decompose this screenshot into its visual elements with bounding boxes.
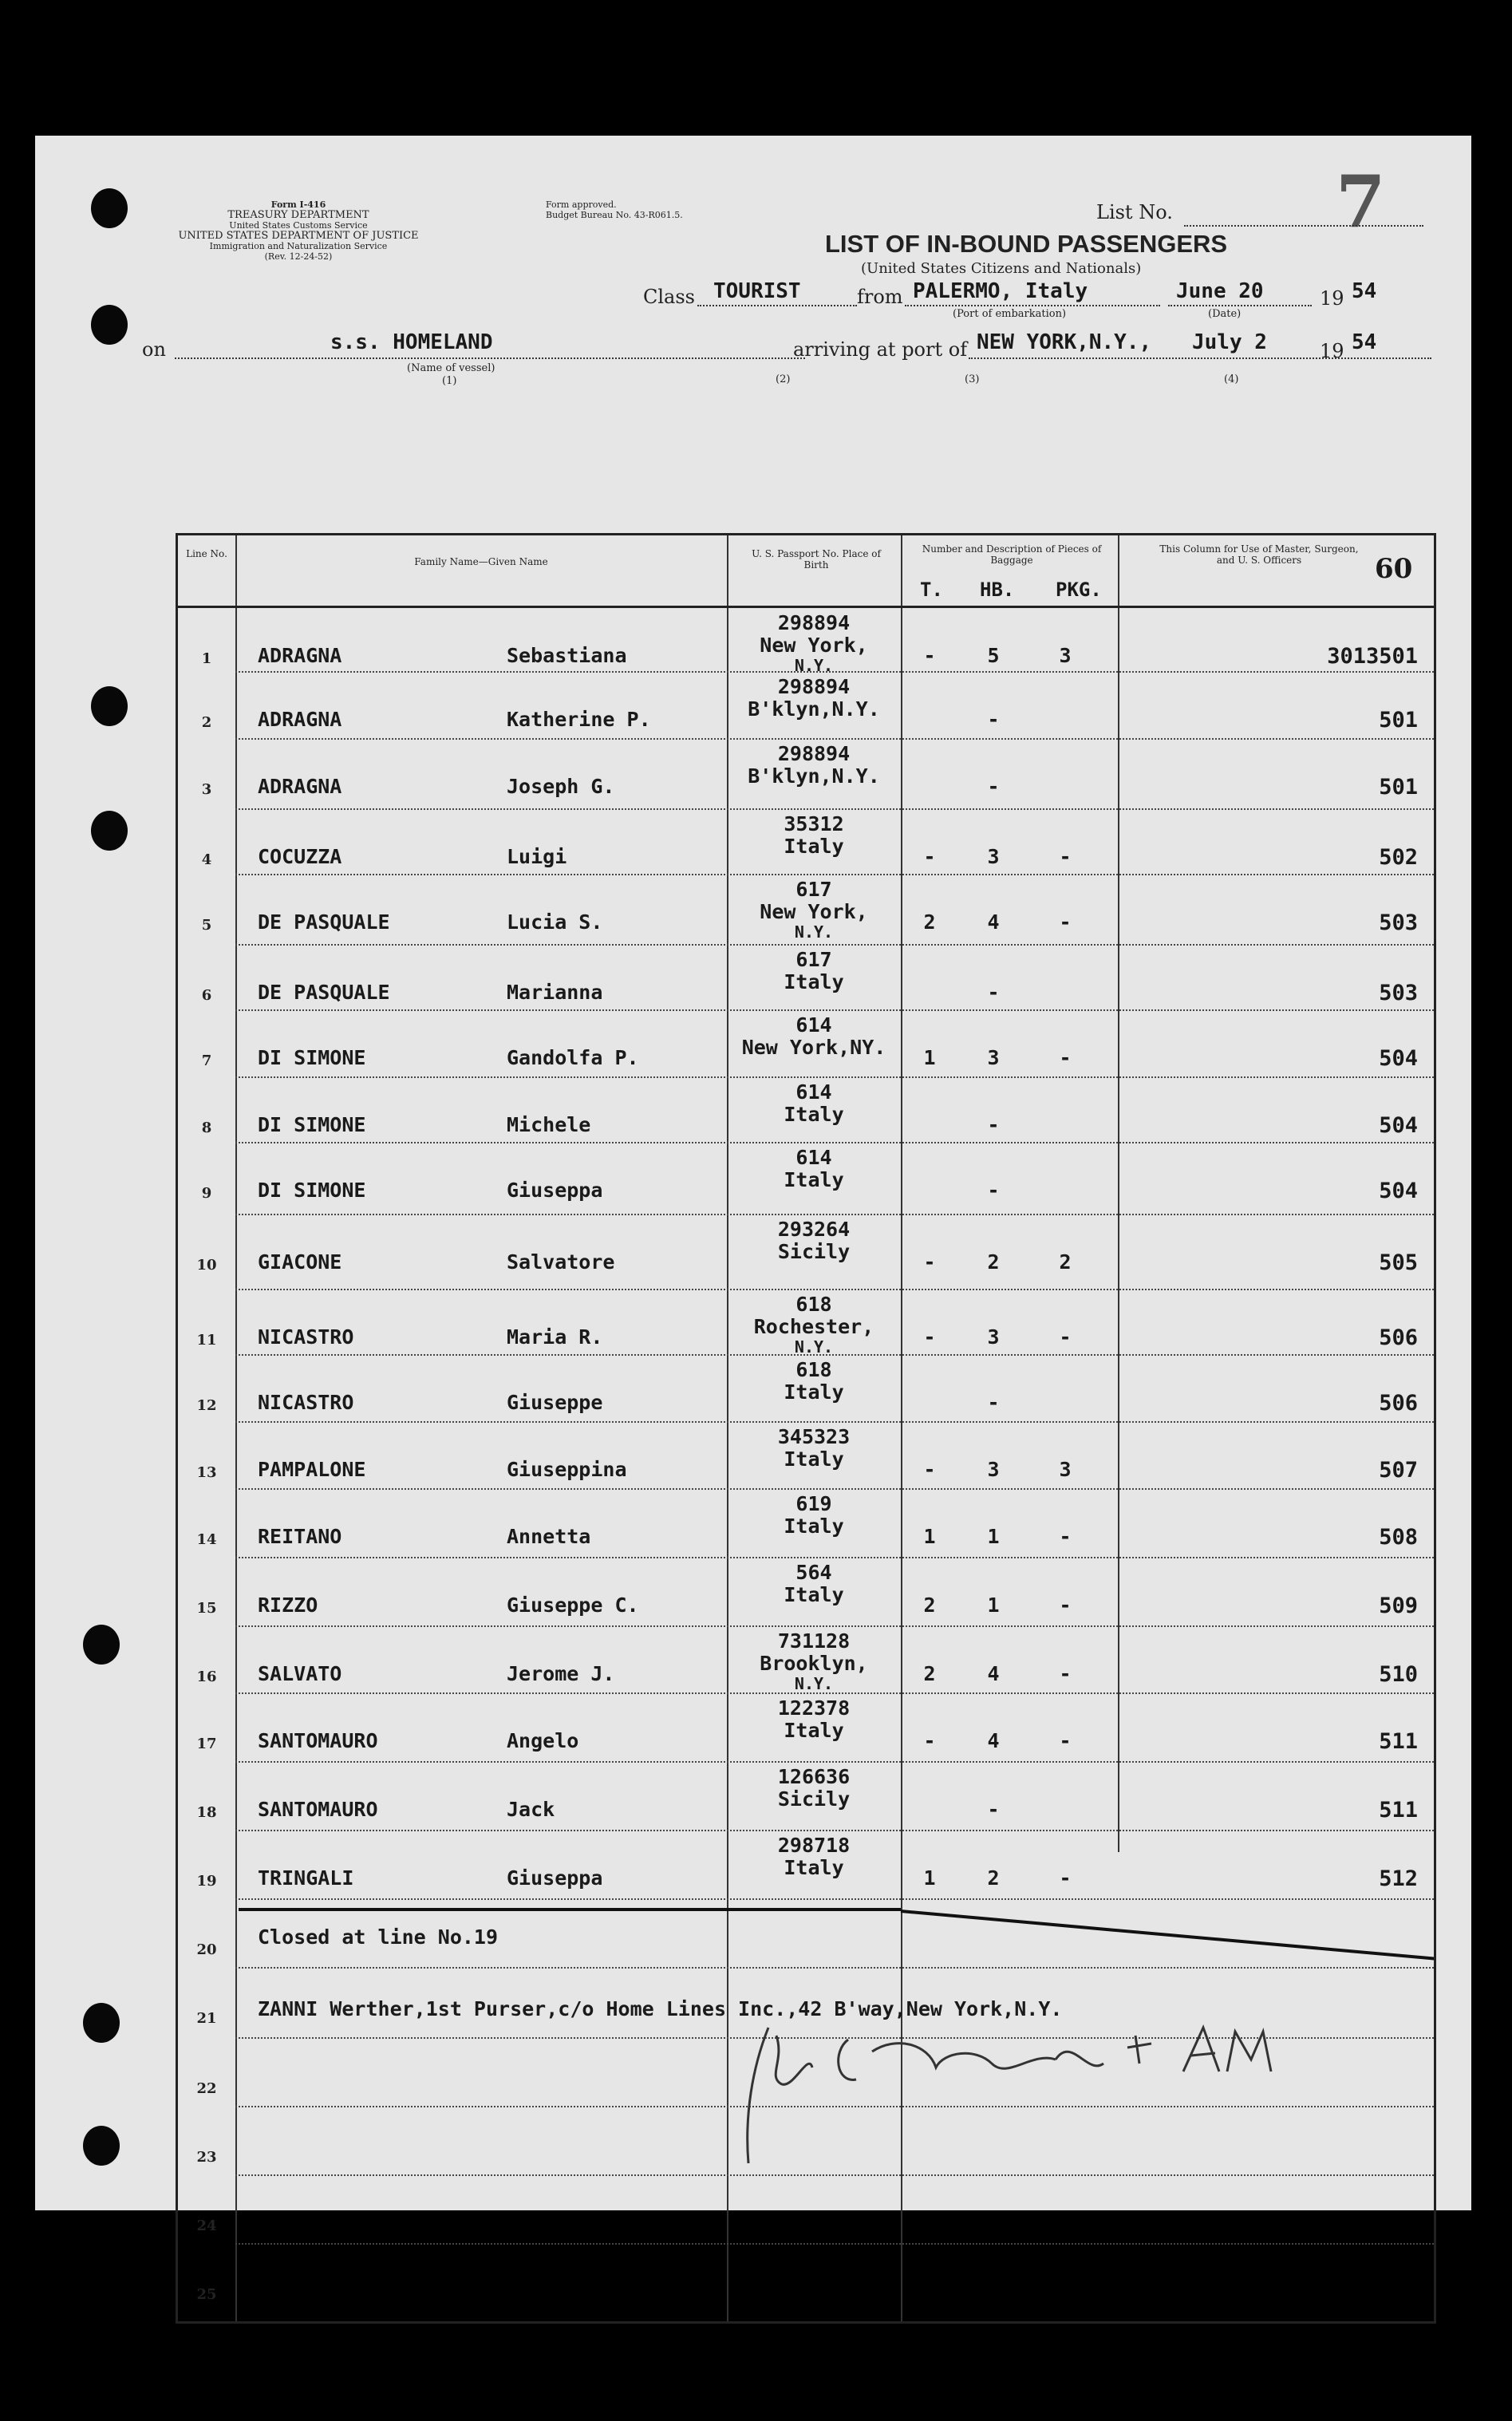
port-of-embarkation: PALERMO, Italy	[913, 279, 1088, 303]
vessel-name: s.s. HOMELAND	[330, 330, 493, 354]
place-of-birth: Rochester,	[753, 1315, 874, 1338]
form-revision: (Rev. 12-24-52)	[264, 251, 333, 262]
place-of-birth: Italy	[784, 835, 844, 858]
line-number: 5	[201, 917, 212, 934]
place-of-birth: New York,	[760, 634, 868, 657]
baggage-handbags: 4	[987, 1729, 1000, 1752]
embark-date-caption: (Date)	[1208, 308, 1242, 320]
officer-number: 503	[1379, 910, 1418, 935]
family-name: PAMPALONE	[258, 1458, 366, 1481]
arrival-year-prefix: 19	[1320, 340, 1344, 362]
baggage-handbags: 3	[987, 845, 1000, 868]
line-number: 18	[196, 1804, 217, 1821]
baggage-packages: -	[1059, 1866, 1072, 1890]
line-number: 6	[201, 987, 212, 1004]
handwritten-signature	[736, 2004, 1295, 2179]
line-number: 4	[201, 851, 212, 868]
form-number: Form I-416	[270, 199, 326, 210]
baggage-handbags: -	[987, 708, 1000, 731]
line-number: 22	[196, 2080, 217, 2097]
passport-number: 617	[795, 878, 832, 901]
passport-number: 298894	[777, 742, 851, 765]
baggage-handbags: -	[987, 1798, 1000, 1821]
officer-number: 509	[1379, 1594, 1418, 1618]
embark-year-prefix: 19	[1320, 287, 1344, 310]
place-of-birth: Italy	[784, 1719, 844, 1742]
baggage-packages: 2	[1059, 1250, 1072, 1274]
caption-4: (4)	[1224, 373, 1239, 385]
line-number: 24	[196, 2218, 217, 2234]
line-number: 1	[201, 650, 212, 667]
place-of-birth-cont: N.Y.	[794, 1674, 834, 1693]
top-right-count: 60	[1375, 553, 1413, 585]
binder-hole	[91, 188, 128, 228]
baggage-packages: -	[1059, 910, 1072, 934]
baggage-handbags: -	[987, 1391, 1000, 1414]
officer-number: 506	[1379, 1391, 1418, 1416]
place-of-birth-cont: N.Y.	[794, 1337, 834, 1357]
line-number: 13	[196, 1464, 217, 1481]
place-of-birth: Italy	[784, 1856, 844, 1879]
caption-1: (1)	[442, 375, 457, 387]
family-name: RIZZO	[258, 1594, 318, 1617]
baggage-packages: 3	[1059, 644, 1072, 667]
given-name: Giuseppa	[507, 1866, 603, 1890]
officer-number: 507	[1379, 1458, 1418, 1483]
budget-bureau: Budget Bureau No. 43-R061.5.	[546, 210, 683, 220]
baggage-trunks: 2	[923, 910, 936, 934]
officer-number: 508	[1379, 1525, 1418, 1550]
baggage-handbags: 1	[987, 1594, 1000, 1617]
passport-number: 731128	[777, 1629, 851, 1653]
place-of-birth: B'klyn,N.Y.	[748, 697, 880, 721]
baggage-trunks: 2	[923, 1594, 936, 1617]
passport-number: 619	[795, 1492, 832, 1515]
budget-block	[546, 199, 729, 220]
family-name: REITANO	[258, 1525, 342, 1548]
officer-number: 501	[1379, 775, 1418, 800]
family-name: TRINGALI	[258, 1866, 354, 1890]
list-no-underline	[1184, 225, 1423, 227]
form-agency-block	[139, 199, 458, 262]
line-number: 3	[201, 781, 212, 798]
baggage-trunks: -	[923, 1250, 936, 1274]
col-header-name: Family Name—Given Name	[414, 556, 548, 567]
passport-number: 298718	[777, 1834, 851, 1857]
given-name: Annetta	[507, 1525, 591, 1548]
baggage-packages: -	[1059, 1046, 1072, 1069]
baggage-trunks: -	[923, 1729, 936, 1752]
line-number: 2	[201, 714, 212, 731]
place-of-birth: Italy	[784, 1515, 844, 1538]
line-number: 14	[196, 1531, 217, 1548]
place-of-birth-cont: N.Y.	[794, 656, 834, 675]
family-name: SALVATO	[258, 1662, 342, 1685]
baggage-handbags: 3	[987, 1325, 1000, 1349]
place-of-birth: New York,	[760, 900, 868, 923]
officer-number: 503	[1379, 981, 1418, 1005]
passport-number: 614	[795, 1146, 832, 1169]
baggage-handbags: 4	[987, 1662, 1000, 1685]
baggage-trunks: -	[923, 1458, 936, 1481]
officer-number: 502	[1379, 845, 1418, 870]
place-of-birth: Brooklyn,	[760, 1652, 868, 1675]
family-name: NICASTRO	[258, 1325, 354, 1349]
line-number: 23	[196, 2149, 217, 2166]
officer-number: 504	[1379, 1046, 1418, 1071]
embark-date-underline	[1168, 305, 1312, 306]
binder-hole	[91, 811, 128, 851]
family-name: DE PASQUALE	[258, 981, 390, 1004]
officer-number: 510	[1379, 1662, 1418, 1687]
list-no-label: List No.	[1096, 201, 1173, 223]
family-name: DI SIMONE	[258, 1113, 366, 1136]
baggage-trunks: 1	[923, 1046, 936, 1069]
place-of-birth: Italy	[784, 1583, 844, 1606]
baggage-handbags: -	[987, 981, 1000, 1004]
family-name: DI SIMONE	[258, 1179, 366, 1202]
place-of-birth: Sicily	[777, 1787, 851, 1811]
line-number: 7	[201, 1053, 212, 1069]
place-of-birth: Italy	[784, 1103, 844, 1126]
binder-hole	[83, 2126, 120, 2166]
given-name: Jack	[507, 1798, 555, 1821]
officer-number: 504	[1379, 1113, 1418, 1138]
officer-number: 504	[1379, 1179, 1418, 1203]
place-of-birth: Italy	[784, 970, 844, 993]
embark-date: June 20	[1176, 279, 1264, 303]
passport-number: 298894	[777, 675, 851, 698]
given-name: Giuseppina	[507, 1458, 627, 1481]
dept-treasury: TREASURY DEPARTMENT	[227, 209, 369, 221]
class-underline	[697, 305, 857, 306]
line-number: 11	[196, 1332, 217, 1349]
vessel-underline	[175, 357, 805, 359]
place-of-birth: B'klyn,N.Y.	[748, 764, 880, 788]
dept-justice: UNITED STATES DEPARTMENT OF JUSTICE	[178, 230, 419, 242]
family-name: SANTOMAURO	[258, 1729, 378, 1752]
place-of-birth: New York,NY.	[741, 1036, 886, 1059]
family-name: ADRAGNA	[258, 775, 342, 798]
baggage-handbags: 3	[987, 1046, 1000, 1069]
passport-number: 293264	[777, 1218, 851, 1241]
arriving-label: arriving at port of	[793, 338, 968, 361]
family-name: NICASTRO	[258, 1391, 354, 1414]
given-name: Giuseppa	[507, 1179, 603, 1202]
col-header-line-no: Line No.	[186, 548, 227, 559]
port-of-arrival: NEW YORK,N.Y.,	[977, 330, 1152, 354]
passport-number: 614	[795, 1013, 832, 1037]
passport-number: 298894	[777, 611, 851, 634]
given-name: Angelo	[507, 1729, 579, 1752]
purser-line: ZANNI Werther,1st Purser,c/o Home Lines Inc.,42 B'way,New York,N.Y.	[258, 1997, 1063, 2020]
baggage-handbags: -	[987, 1113, 1000, 1136]
form-approved: Form approved.	[546, 199, 617, 210]
baggage-packages: -	[1059, 1525, 1072, 1548]
passport-number: 345323	[777, 1425, 851, 1448]
family-name: ADRAGNA	[258, 708, 342, 731]
caption-2: (2)	[776, 373, 791, 385]
given-name: Luigi	[507, 845, 567, 868]
place-of-birth: Italy	[784, 1447, 844, 1471]
baggage-handbags: -	[987, 775, 1000, 798]
given-name: Sebastiana	[507, 644, 627, 667]
embark-underline	[905, 305, 1160, 306]
baggage-trunks: -	[923, 845, 936, 868]
given-name: Giuseppe C.	[507, 1594, 639, 1617]
embark-caption: (Port of embarkation)	[953, 308, 1067, 320]
officer-number: 505	[1379, 1250, 1418, 1275]
given-name: Joseph G.	[507, 775, 615, 798]
binder-hole	[83, 1625, 120, 1665]
page-subtitle: (United States Citizens and Nationals)	[861, 260, 1142, 277]
given-name: Maria R.	[507, 1325, 603, 1349]
col-header-baggage: Number and Description of Pieces of Baggage	[922, 543, 1102, 566]
officer-number: 501	[1379, 708, 1418, 733]
embark-year: 54	[1352, 279, 1377, 303]
line-number: 21	[196, 2010, 217, 2027]
arrival-date: July 2	[1192, 330, 1267, 354]
dept-immigration: Immigration and Naturalization Service	[209, 241, 388, 251]
family-name: SANTOMAURO	[258, 1798, 378, 1821]
baggage-handbags: 1	[987, 1525, 1000, 1548]
given-name: Katherine P.	[507, 708, 651, 731]
given-name: Michele	[507, 1113, 591, 1136]
on-label: on	[142, 338, 166, 361]
line-number: 9	[201, 1185, 212, 1202]
baggage-handbags: -	[987, 1179, 1000, 1202]
given-name: Salvatore	[507, 1250, 615, 1274]
place-of-birth-cont: N.Y.	[794, 922, 834, 942]
line-number: 15	[196, 1600, 217, 1617]
officer-number: 3013501	[1327, 644, 1418, 669]
passport-number: 614	[795, 1080, 832, 1104]
baggage-trunks: 1	[923, 1866, 936, 1890]
baggage-packages: -	[1059, 1325, 1072, 1349]
officer-number: 511	[1379, 1798, 1418, 1823]
line-number: 17	[196, 1736, 217, 1752]
officer-number: 511	[1379, 1729, 1418, 1754]
line-number: 10	[196, 1257, 217, 1274]
place-of-birth: Italy	[784, 1380, 844, 1404]
passport-number: 618	[795, 1358, 832, 1381]
passport-number: 126636	[777, 1765, 851, 1788]
closed-at-line: Closed at line No.19	[258, 1925, 499, 1949]
officer-number: 506	[1379, 1325, 1418, 1350]
manifest-page	[35, 136, 1471, 2303]
baggage-trunks: 2	[923, 1662, 936, 1685]
from-label: from	[857, 286, 903, 308]
dept-customs: United States Customs Service	[229, 220, 368, 231]
baggage-trunks: -	[923, 1325, 936, 1349]
page-title: LIST OF IN-BOUND PASSENGERS	[825, 230, 1228, 258]
line-number: 16	[196, 1669, 217, 1685]
family-name: GIACONE	[258, 1250, 342, 1274]
baggage-packages: -	[1059, 1729, 1072, 1752]
baggage-handbags: 4	[987, 910, 1000, 934]
binder-hole	[91, 686, 128, 726]
binder-hole	[91, 305, 128, 345]
baggage-trunks: 1	[923, 1525, 936, 1548]
passport-number: 122378	[777, 1696, 851, 1720]
passenger-table	[176, 533, 1436, 2324]
given-name: Jerome J.	[507, 1662, 615, 1685]
class-value: TOURIST	[713, 279, 801, 303]
baggage-packages: -	[1059, 1594, 1072, 1617]
given-name: Marianna	[507, 981, 603, 1004]
passport-number: 564	[795, 1561, 832, 1584]
officer-number: 512	[1379, 1866, 1418, 1891]
class-label: Class	[643, 286, 695, 308]
given-name: Giuseppe	[507, 1391, 603, 1414]
baggage-packages: 3	[1059, 1458, 1072, 1481]
place-of-birth: Italy	[784, 1168, 844, 1191]
family-name: COCUZZA	[258, 845, 342, 868]
baggage-packages: -	[1059, 1662, 1072, 1685]
family-name: DE PASQUALE	[258, 910, 390, 934]
family-name: DI SIMONE	[258, 1046, 366, 1069]
arrival-year: 54	[1352, 330, 1377, 354]
baggage-handbags: 2	[987, 1250, 1000, 1274]
given-name: Lucia S.	[507, 910, 603, 934]
col-header-bag-hb: HB.	[980, 579, 1015, 601]
passport-number: 35312	[784, 812, 844, 835]
line-number: 20	[196, 1941, 217, 1958]
col-header-bag-t: T.	[920, 579, 943, 601]
passport-number: 617	[795, 948, 832, 971]
line-number: 25	[196, 2286, 217, 2303]
col-header-officers: This Column for Use of Master, Surgeon, and U. S. Officers	[1159, 543, 1359, 566]
place-of-birth: Sicily	[777, 1240, 851, 1263]
list-no-value: 7	[1336, 160, 1386, 244]
line-number: 8	[201, 1120, 212, 1136]
baggage-packages: -	[1059, 845, 1072, 868]
line-number: 12	[196, 1397, 217, 1414]
col-header-bag-pkg: PKG.	[1056, 579, 1102, 601]
caption-3: (3)	[965, 373, 980, 385]
col-header-passport: U. S. Passport No. Place of Birth	[752, 548, 881, 571]
baggage-handbags: 2	[987, 1866, 1000, 1890]
line-number: 19	[196, 1873, 217, 1890]
baggage-handbags: 5	[987, 644, 1000, 667]
arrival-underline	[969, 357, 1431, 359]
family-name: ADRAGNA	[258, 644, 342, 667]
baggage-trunks: -	[923, 644, 936, 667]
vessel-caption: (Name of vessel)	[407, 362, 495, 374]
baggage-handbags: 3	[987, 1458, 1000, 1481]
given-name: Gandolfa P.	[507, 1046, 639, 1069]
binder-hole	[83, 2003, 120, 2043]
passport-number: 618	[795, 1293, 832, 1316]
